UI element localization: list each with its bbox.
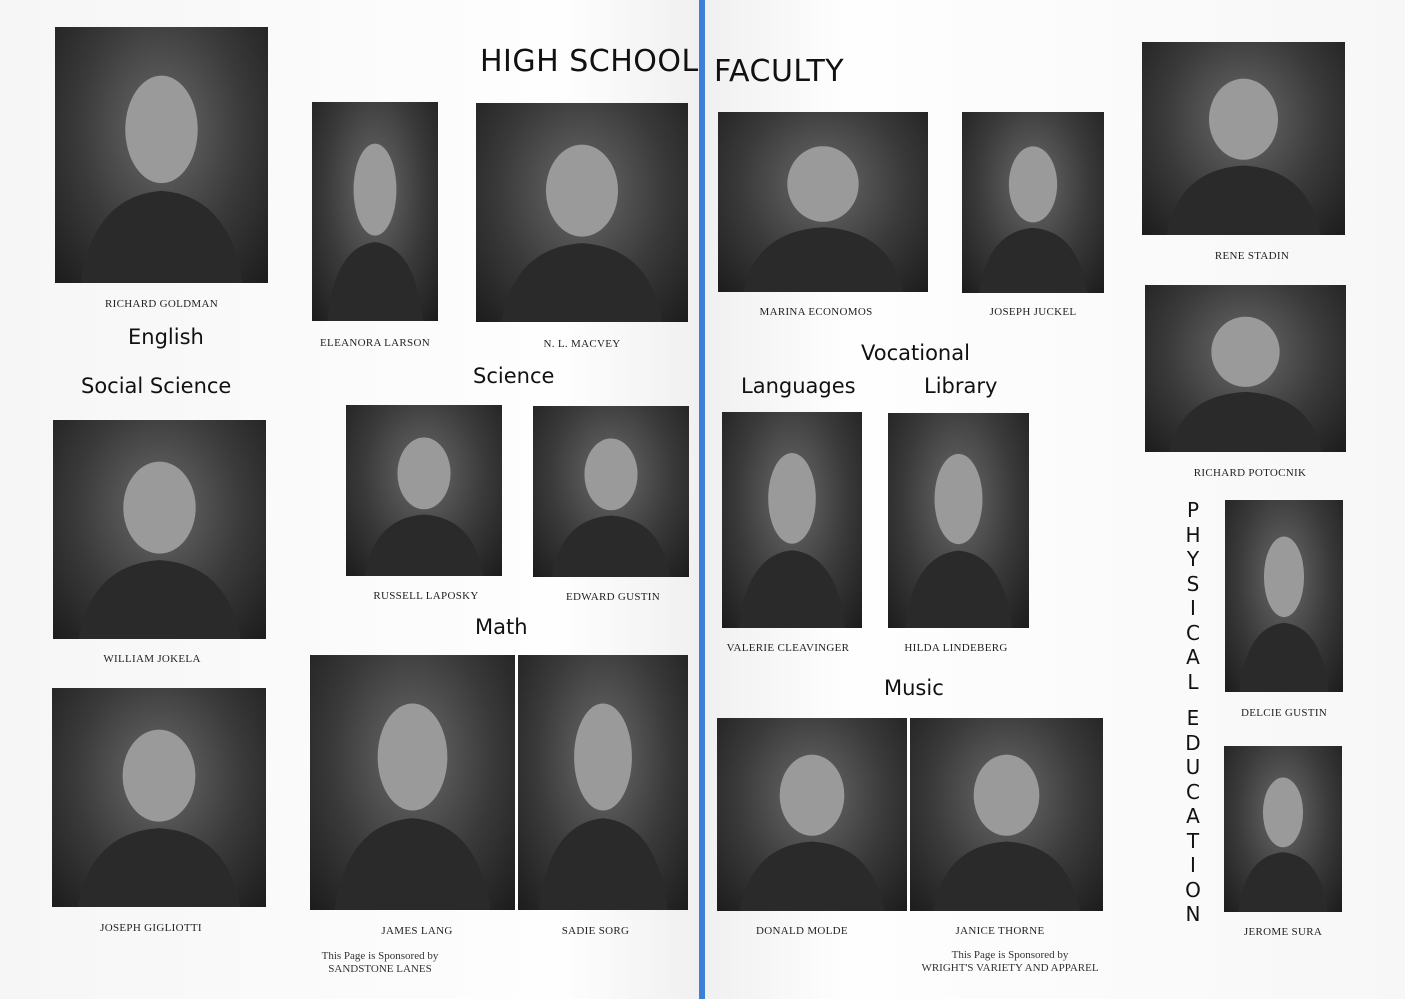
photo-richard-goldman (55, 27, 268, 283)
caption-nl-macvey: N. L. MACVEY (543, 338, 621, 350)
caption-richard-goldman: RICHARD GOLDMAN (105, 298, 218, 310)
heading-science: Science (473, 364, 555, 388)
pe-vertical-letter: A (1186, 645, 1200, 669)
pe-vertical-letter: O (1185, 877, 1201, 902)
portrait-silhouette (312, 102, 438, 321)
pe-vertical-letter: A (1186, 804, 1200, 828)
portrait-silhouette (1225, 500, 1343, 692)
photo-james-lang (310, 655, 515, 910)
pe-vertical-letter: H (1185, 522, 1201, 547)
portrait-silhouette (55, 27, 268, 283)
caption-sadie-sorg: SADIE SORG (561, 925, 630, 937)
photo-sadie-sorg (518, 655, 688, 910)
photo-valerie-cleavinger (722, 412, 862, 628)
caption-hilda-lindeberg: HILDA LINDEBERG (904, 642, 1008, 654)
photo-rene-stadin (1142, 42, 1345, 235)
portrait-silhouette (1224, 746, 1342, 912)
portrait-silhouette (718, 112, 928, 292)
portrait-silhouette (518, 655, 688, 910)
portrait-silhouette (310, 655, 515, 910)
photo-william-jokela (53, 420, 266, 639)
caption-rene-stadin: RENE STADIN (1214, 250, 1290, 262)
sponsor-right-line1: This Page is Sponsored by (951, 949, 1069, 961)
sponsor-left-line1: This Page is Sponsored by (321, 950, 439, 962)
pe-vertical-letter: E (1186, 706, 1200, 730)
pe-vertical-letter: I (1190, 596, 1196, 620)
caption-valerie-cleavinger: VALERIE CLEAVINGER (726, 642, 850, 654)
heading-social-science: Social Science (81, 374, 232, 398)
page-title-left: HIGH SCHOOL (480, 44, 699, 79)
caption-william-jokela: WILLIAM JOKELA (103, 653, 201, 665)
heading-languages: Languages (741, 374, 856, 398)
photo-jerome-sura (1224, 746, 1342, 912)
sponsor-right-line2: WRIGHT'S VARIETY AND APPAREL (921, 962, 1099, 974)
pe-vertical-letter: C (1186, 779, 1200, 804)
page-gutter (699, 0, 705, 999)
caption-joseph-gigliotti: JOSEPH GIGLIOTTI (100, 922, 202, 934)
caption-delcie-gustin: DELCIE GUSTIN (1240, 707, 1328, 719)
caption-marina-economos: MARINA ECONOMOS (759, 306, 873, 318)
heading-library: Library (924, 374, 998, 398)
pe-vertical-letter: I (1190, 853, 1196, 877)
pe-vertical-letter: L (1187, 669, 1199, 694)
photo-janice-thorne (910, 718, 1103, 911)
photo-delcie-gustin (1225, 500, 1343, 692)
pe-vertical-letter: S (1186, 571, 1200, 596)
portrait-silhouette (533, 406, 689, 577)
pe-vertical-letter: P (1186, 498, 1200, 522)
caption-james-lang: JAMES LANG (381, 925, 453, 937)
portrait-silhouette (717, 718, 907, 911)
portrait-silhouette (888, 413, 1029, 628)
photo-joseph-juckel (962, 112, 1104, 293)
portrait-silhouette (52, 688, 266, 907)
heading-vocational: Vocational (861, 341, 970, 365)
photo-joseph-gigliotti (52, 688, 266, 907)
caption-joseph-juckel: JOSEPH JUCKEL (989, 306, 1077, 318)
portrait-silhouette (1145, 285, 1346, 452)
photo-hilda-lindeberg (888, 413, 1029, 628)
photo-edward-gustin (533, 406, 689, 577)
heading-music: Music (884, 676, 944, 700)
caption-edward-gustin: EDWARD GUSTIN (565, 591, 661, 603)
pe-vertical-letter: N (1185, 902, 1201, 926)
caption-donald-molde: DONALD MOLDE (756, 925, 848, 937)
portrait-silhouette (53, 420, 266, 639)
pe-vertical-letter: T (1186, 828, 1200, 853)
pe-vertical-letter: Y (1186, 547, 1200, 571)
sponsor-left-line2: SANDSTONE LANES (328, 963, 432, 975)
photo-marina-economos (718, 112, 928, 292)
portrait-silhouette (476, 103, 688, 322)
portrait-silhouette (346, 405, 502, 576)
portrait-silhouette (722, 412, 862, 628)
photo-richard-potocnik (1145, 285, 1346, 452)
pe-vertical-letter: U (1185, 755, 1201, 779)
caption-richard-potocnik: RICHARD POTOCNIK (1193, 467, 1307, 479)
photo-eleanora-larson (312, 102, 438, 321)
photo-donald-molde (717, 718, 907, 911)
portrait-silhouette (1142, 42, 1345, 235)
portrait-silhouette (962, 112, 1104, 293)
photo-nl-macvey (476, 103, 688, 322)
heading-physical-education (1180, 498, 1206, 927)
caption-russell-laposky: RUSSELL LAPOSKY (373, 590, 479, 602)
caption-jerome-sura: JEROME SURA (1243, 926, 1323, 938)
pe-vertical-letter: D (1185, 730, 1201, 755)
page-title-right: FACULTY (714, 54, 845, 89)
caption-eleanora-larson: ELEANORA LARSON (320, 337, 430, 349)
caption-janice-thorne: JANICE THORNE (955, 925, 1045, 937)
sponsor-left (290, 950, 470, 976)
sponsor-right (890, 949, 1130, 975)
heading-math: Math (475, 615, 528, 639)
portrait-silhouette (910, 718, 1103, 911)
pe-vertical-letter: C (1186, 620, 1200, 645)
photo-russell-laposky (346, 405, 502, 576)
heading-english: English (128, 325, 204, 349)
